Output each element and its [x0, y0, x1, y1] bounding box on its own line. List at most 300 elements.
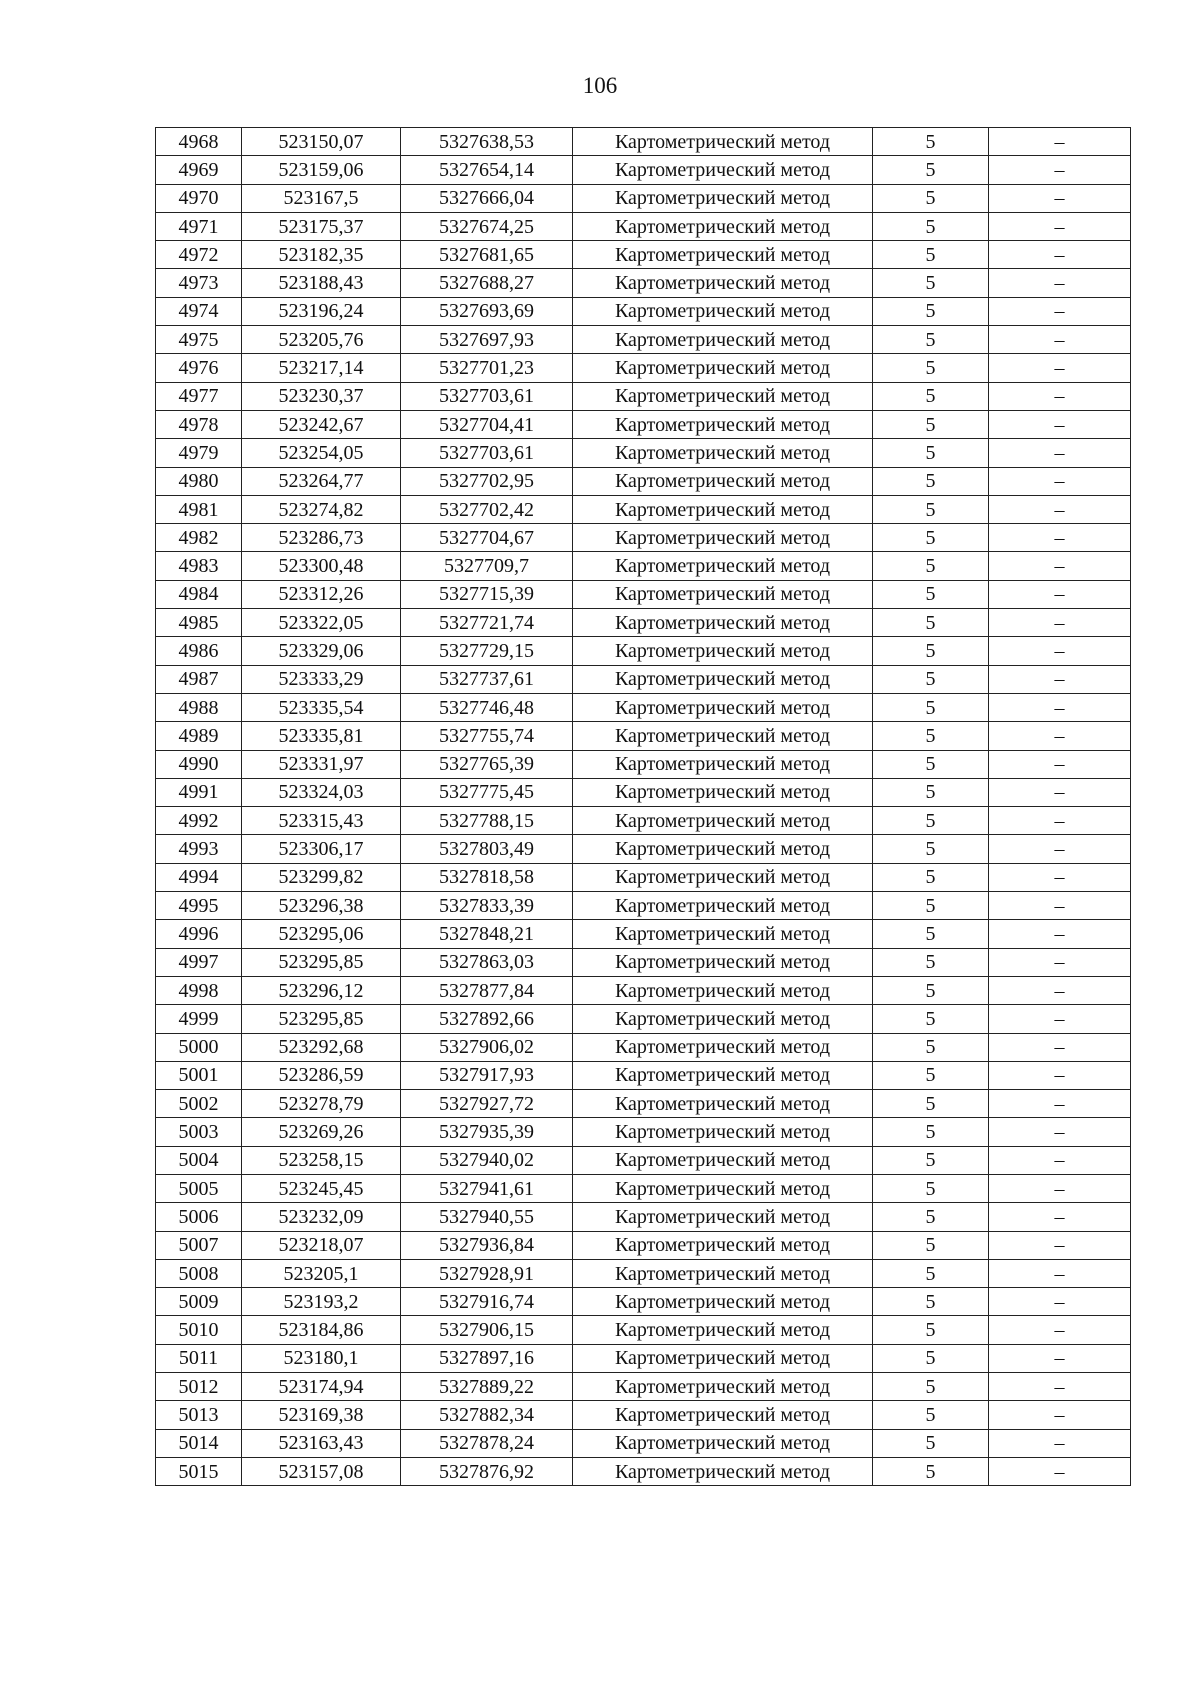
table-row — [156, 1344, 1131, 1372]
cell-point: 5004 — [156, 1146, 242, 1174]
table-row — [156, 382, 1131, 410]
cell-x: 523169,38 — [242, 1401, 401, 1429]
cell-y: 5327704,67 — [401, 524, 573, 552]
cell-accuracy: 5 — [873, 1288, 989, 1316]
cell-method: Картометрический метод — [573, 665, 873, 693]
cell-method: Картометрический метод — [573, 1090, 873, 1118]
table-row — [156, 1203, 1131, 1231]
cell-method: Картометрический метод — [573, 241, 873, 269]
cell-y: 5327693,69 — [401, 297, 573, 325]
table-row — [156, 637, 1131, 665]
cell-note: – — [989, 354, 1131, 382]
cell-accuracy: 5 — [873, 920, 989, 948]
cell-accuracy: 5 — [873, 156, 989, 184]
table-row — [156, 750, 1131, 778]
cell-method: Картометрический метод — [573, 1288, 873, 1316]
table-row — [156, 1316, 1131, 1344]
cell-accuracy: 5 — [873, 184, 989, 212]
cell-x: 523163,43 — [242, 1429, 401, 1457]
cell-point: 4983 — [156, 552, 242, 580]
cell-y: 5327863,03 — [401, 948, 573, 976]
cell-method: Картометрический метод — [573, 184, 873, 212]
cell-point: 5001 — [156, 1061, 242, 1089]
cell-note: – — [989, 1457, 1131, 1485]
cell-method: Картометрический метод — [573, 863, 873, 891]
cell-accuracy: 5 — [873, 1231, 989, 1259]
cell-y: 5327703,61 — [401, 439, 573, 467]
cell-accuracy: 5 — [873, 354, 989, 382]
cell-x: 523324,03 — [242, 778, 401, 806]
cell-y: 5327702,95 — [401, 467, 573, 495]
cell-note: – — [989, 467, 1131, 495]
cell-accuracy: 5 — [873, 1373, 989, 1401]
cell-x: 523182,35 — [242, 241, 401, 269]
table-row — [156, 722, 1131, 750]
cell-point: 5010 — [156, 1316, 242, 1344]
cell-accuracy: 5 — [873, 1118, 989, 1146]
cell-accuracy: 5 — [873, 976, 989, 1004]
cell-point: 4979 — [156, 439, 242, 467]
table-row — [156, 439, 1131, 467]
cell-point: 4982 — [156, 524, 242, 552]
cell-method: Картометрический метод — [573, 609, 873, 637]
cell-x: 523150,07 — [242, 128, 401, 156]
cell-x: 523174,94 — [242, 1373, 401, 1401]
cell-y: 5327681,65 — [401, 241, 573, 269]
cell-point: 4980 — [156, 467, 242, 495]
cell-accuracy: 5 — [873, 212, 989, 240]
cell-point: 5007 — [156, 1231, 242, 1259]
cell-method: Картометрический метод — [573, 835, 873, 863]
cell-x: 523329,06 — [242, 637, 401, 665]
cell-y: 5327715,39 — [401, 580, 573, 608]
cell-x: 523188,43 — [242, 269, 401, 297]
cell-method: Картометрический метод — [573, 1457, 873, 1485]
cell-x: 523218,07 — [242, 1231, 401, 1259]
cell-method: Картометрический метод — [573, 1203, 873, 1231]
table-row — [156, 269, 1131, 297]
cell-note: – — [989, 1344, 1131, 1372]
table-row — [156, 693, 1131, 721]
cell-y: 5327906,15 — [401, 1316, 573, 1344]
cell-note: – — [989, 439, 1131, 467]
cell-point: 4991 — [156, 778, 242, 806]
cell-note: – — [989, 1316, 1131, 1344]
cell-note: – — [989, 637, 1131, 665]
cell-y: 5327788,15 — [401, 807, 573, 835]
cell-point: 4978 — [156, 410, 242, 438]
cell-method: Картометрический метод — [573, 1174, 873, 1202]
cell-method: Картометрический метод — [573, 354, 873, 382]
cell-point: 5013 — [156, 1401, 242, 1429]
table-row — [156, 128, 1131, 156]
cell-y: 5327892,66 — [401, 1005, 573, 1033]
table-row — [156, 1033, 1131, 1061]
table-row — [156, 807, 1131, 835]
cell-y: 5327927,72 — [401, 1090, 573, 1118]
cell-point: 4974 — [156, 297, 242, 325]
cell-y: 5327882,34 — [401, 1401, 573, 1429]
cell-y: 5327935,39 — [401, 1118, 573, 1146]
cell-y: 5327674,25 — [401, 212, 573, 240]
table-row — [156, 467, 1131, 495]
cell-x: 523331,97 — [242, 750, 401, 778]
coordinates-table — [155, 127, 1131, 1486]
cell-x: 523180,1 — [242, 1344, 401, 1372]
cell-y: 5327877,84 — [401, 976, 573, 1004]
cell-note: – — [989, 156, 1131, 184]
cell-method: Картометрический метод — [573, 1259, 873, 1287]
cell-x: 523312,26 — [242, 580, 401, 608]
cell-accuracy: 5 — [873, 835, 989, 863]
cell-note: – — [989, 1118, 1131, 1146]
cell-note: – — [989, 269, 1131, 297]
cell-y: 5327697,93 — [401, 326, 573, 354]
cell-point: 5011 — [156, 1344, 242, 1372]
cell-accuracy: 5 — [873, 382, 989, 410]
cell-y: 5327775,45 — [401, 778, 573, 806]
cell-note: – — [989, 609, 1131, 637]
cell-point: 5012 — [156, 1373, 242, 1401]
table-row — [156, 410, 1131, 438]
cell-x: 523258,15 — [242, 1146, 401, 1174]
cell-x: 523217,14 — [242, 354, 401, 382]
cell-note: – — [989, 948, 1131, 976]
cell-note: – — [989, 722, 1131, 750]
cell-point: 4998 — [156, 976, 242, 1004]
cell-method: Картометрический метод — [573, 976, 873, 1004]
cell-point: 4971 — [156, 212, 242, 240]
cell-point: 4996 — [156, 920, 242, 948]
cell-note: – — [989, 1146, 1131, 1174]
cell-note: – — [989, 920, 1131, 948]
cell-note: – — [989, 297, 1131, 325]
table-row — [156, 778, 1131, 806]
cell-method: Картометрический метод — [573, 212, 873, 240]
cell-accuracy: 5 — [873, 580, 989, 608]
cell-x: 523205,1 — [242, 1259, 401, 1287]
cell-point: 4988 — [156, 693, 242, 721]
cell-x: 523196,24 — [242, 297, 401, 325]
cell-y: 5327721,74 — [401, 609, 573, 637]
cell-method: Картометрический метод — [573, 1061, 873, 1089]
cell-note: – — [989, 892, 1131, 920]
table-row — [156, 1259, 1131, 1287]
cell-accuracy: 5 — [873, 128, 989, 156]
cell-x: 523295,06 — [242, 920, 401, 948]
cell-note: – — [989, 1401, 1131, 1429]
cell-method: Картометрический метод — [573, 637, 873, 665]
cell-x: 523230,37 — [242, 382, 401, 410]
cell-note: – — [989, 835, 1131, 863]
table-row — [156, 1457, 1131, 1485]
cell-note: – — [989, 184, 1131, 212]
cell-note: – — [989, 863, 1131, 891]
cell-x: 523333,29 — [242, 665, 401, 693]
cell-note: – — [989, 1203, 1131, 1231]
cell-method: Картометрический метод — [573, 156, 873, 184]
table-row — [156, 1231, 1131, 1259]
cell-y: 5327818,58 — [401, 863, 573, 891]
cell-point: 4990 — [156, 750, 242, 778]
cell-accuracy: 5 — [873, 1316, 989, 1344]
cell-y: 5327803,49 — [401, 835, 573, 863]
table-row — [156, 1090, 1131, 1118]
cell-point: 4995 — [156, 892, 242, 920]
cell-x: 523286,59 — [242, 1061, 401, 1089]
cell-method: Картометрический метод — [573, 778, 873, 806]
table-row — [156, 1005, 1131, 1033]
cell-y: 5327638,53 — [401, 128, 573, 156]
cell-accuracy: 5 — [873, 1401, 989, 1429]
cell-point: 4987 — [156, 665, 242, 693]
cell-accuracy: 5 — [873, 552, 989, 580]
cell-x: 523175,37 — [242, 212, 401, 240]
cell-method: Картометрический метод — [573, 722, 873, 750]
cell-x: 523286,73 — [242, 524, 401, 552]
cell-accuracy: 5 — [873, 1344, 989, 1372]
cell-accuracy: 5 — [873, 948, 989, 976]
cell-x: 523300,48 — [242, 552, 401, 580]
table-row — [156, 920, 1131, 948]
cell-x: 523245,45 — [242, 1174, 401, 1202]
cell-method: Картометрический метод — [573, 128, 873, 156]
cell-point: 5005 — [156, 1174, 242, 1202]
table-row — [156, 976, 1131, 1004]
cell-x: 523295,85 — [242, 1005, 401, 1033]
cell-point: 5003 — [156, 1118, 242, 1146]
cell-point: 4999 — [156, 1005, 242, 1033]
cell-x: 523159,06 — [242, 156, 401, 184]
cell-note: – — [989, 778, 1131, 806]
table-row — [156, 835, 1131, 863]
cell-accuracy: 5 — [873, 1429, 989, 1457]
cell-point: 5015 — [156, 1457, 242, 1485]
cell-x: 523295,85 — [242, 948, 401, 976]
cell-point: 4985 — [156, 609, 242, 637]
cell-accuracy: 5 — [873, 1146, 989, 1174]
cell-accuracy: 5 — [873, 778, 989, 806]
cell-x: 523335,54 — [242, 693, 401, 721]
cell-y: 5327704,41 — [401, 410, 573, 438]
cell-x: 523274,82 — [242, 495, 401, 523]
table-row — [156, 524, 1131, 552]
cell-y: 5327940,55 — [401, 1203, 573, 1231]
cell-x: 523296,38 — [242, 892, 401, 920]
cell-x: 523315,43 — [242, 807, 401, 835]
cell-point: 4986 — [156, 637, 242, 665]
cell-point: 5006 — [156, 1203, 242, 1231]
cell-accuracy: 5 — [873, 750, 989, 778]
cell-point: 5002 — [156, 1090, 242, 1118]
cell-point: 4997 — [156, 948, 242, 976]
cell-y: 5327746,48 — [401, 693, 573, 721]
cell-method: Картометрический метод — [573, 580, 873, 608]
cell-y: 5327765,39 — [401, 750, 573, 778]
cell-accuracy: 5 — [873, 665, 989, 693]
cell-x: 523242,67 — [242, 410, 401, 438]
cell-method: Картометрический метод — [573, 1429, 873, 1457]
table-row — [156, 665, 1131, 693]
cell-note: – — [989, 1231, 1131, 1259]
cell-method: Картометрический метод — [573, 807, 873, 835]
cell-accuracy: 5 — [873, 1174, 989, 1202]
cell-accuracy: 5 — [873, 722, 989, 750]
cell-method: Картометрический метод — [573, 1373, 873, 1401]
table-row — [156, 354, 1131, 382]
cell-point: 4992 — [156, 807, 242, 835]
cell-x: 523299,82 — [242, 863, 401, 891]
cell-point: 4984 — [156, 580, 242, 608]
cell-method: Картометрический метод — [573, 1146, 873, 1174]
cell-y: 5327897,16 — [401, 1344, 573, 1372]
cell-note: – — [989, 1005, 1131, 1033]
cell-y: 5327688,27 — [401, 269, 573, 297]
cell-method: Картометрический метод — [573, 948, 873, 976]
table-row — [156, 552, 1131, 580]
cell-accuracy: 5 — [873, 609, 989, 637]
cell-y: 5327876,92 — [401, 1457, 573, 1485]
cell-y: 5327906,02 — [401, 1033, 573, 1061]
cell-method: Картометрический метод — [573, 410, 873, 438]
cell-method: Картометрический метод — [573, 1118, 873, 1146]
cell-method: Картометрический метод — [573, 750, 873, 778]
cell-method: Картометрический метод — [573, 920, 873, 948]
cell-x: 523157,08 — [242, 1457, 401, 1485]
table-row — [156, 297, 1131, 325]
cell-method: Картометрический метод — [573, 1344, 873, 1372]
cell-y: 5327878,24 — [401, 1429, 573, 1457]
table-row — [156, 892, 1131, 920]
cell-method: Картометрический метод — [573, 1231, 873, 1259]
table-row — [156, 1288, 1131, 1316]
table-row — [156, 212, 1131, 240]
cell-point: 4993 — [156, 835, 242, 863]
cell-accuracy: 5 — [873, 241, 989, 269]
cell-note: – — [989, 693, 1131, 721]
cell-y: 5327755,74 — [401, 722, 573, 750]
cell-y: 5327709,7 — [401, 552, 573, 580]
cell-method: Картометрический метод — [573, 467, 873, 495]
cell-y: 5327737,61 — [401, 665, 573, 693]
cell-accuracy: 5 — [873, 467, 989, 495]
cell-x: 523184,86 — [242, 1316, 401, 1344]
cell-accuracy: 5 — [873, 1259, 989, 1287]
cell-accuracy: 5 — [873, 1061, 989, 1089]
cell-method: Картометрический метод — [573, 382, 873, 410]
cell-note: – — [989, 665, 1131, 693]
cell-accuracy: 5 — [873, 1090, 989, 1118]
cell-y: 5327889,22 — [401, 1373, 573, 1401]
cell-method: Картометрический метод — [573, 552, 873, 580]
cell-method: Картометрический метод — [573, 1033, 873, 1061]
cell-y: 5327916,74 — [401, 1288, 573, 1316]
cell-x: 523322,05 — [242, 609, 401, 637]
table-row — [156, 1373, 1131, 1401]
cell-y: 5327702,42 — [401, 495, 573, 523]
cell-x: 523205,76 — [242, 326, 401, 354]
cell-accuracy: 5 — [873, 495, 989, 523]
cell-accuracy: 5 — [873, 693, 989, 721]
cell-y: 5327703,61 — [401, 382, 573, 410]
cell-note: – — [989, 212, 1131, 240]
table-row — [156, 948, 1131, 976]
cell-note: – — [989, 1259, 1131, 1287]
cell-x: 523278,79 — [242, 1090, 401, 1118]
table-row — [156, 241, 1131, 269]
cell-method: Картометрический метод — [573, 892, 873, 920]
table-row — [156, 1146, 1131, 1174]
cell-point: 4970 — [156, 184, 242, 212]
cell-note: – — [989, 580, 1131, 608]
cell-accuracy: 5 — [873, 439, 989, 467]
cell-method: Картометрический метод — [573, 1316, 873, 1344]
cell-y: 5327936,84 — [401, 1231, 573, 1259]
cell-method: Картометрический метод — [573, 524, 873, 552]
cell-x: 523292,68 — [242, 1033, 401, 1061]
cell-note: – — [989, 128, 1131, 156]
cell-x: 523264,77 — [242, 467, 401, 495]
cell-method: Картометрический метод — [573, 1401, 873, 1429]
cell-note: – — [989, 1033, 1131, 1061]
cell-point: 5000 — [156, 1033, 242, 1061]
cell-point: 4975 — [156, 326, 242, 354]
table-row — [156, 863, 1131, 891]
cell-x: 523335,81 — [242, 722, 401, 750]
cell-note: – — [989, 1090, 1131, 1118]
page-number: 106 — [582, 73, 618, 98]
cell-note: – — [989, 1288, 1131, 1316]
cell-accuracy: 5 — [873, 269, 989, 297]
cell-point: 5008 — [156, 1259, 242, 1287]
table-row — [156, 326, 1131, 354]
cell-point: 4969 — [156, 156, 242, 184]
table-row — [156, 1401, 1131, 1429]
cell-accuracy: 5 — [873, 326, 989, 354]
cell-method: Картометрический метод — [573, 297, 873, 325]
table-row — [156, 156, 1131, 184]
cell-point: 5014 — [156, 1429, 242, 1457]
cell-y: 5327833,39 — [401, 892, 573, 920]
cell-y: 5327941,61 — [401, 1174, 573, 1202]
cell-accuracy: 5 — [873, 410, 989, 438]
table-row — [156, 1174, 1131, 1202]
cell-note: – — [989, 1429, 1131, 1457]
cell-point: 4976 — [156, 354, 242, 382]
cell-accuracy: 5 — [873, 807, 989, 835]
cell-note: – — [989, 1061, 1131, 1089]
coordinates-table-body — [156, 128, 1131, 1486]
cell-note: – — [989, 382, 1131, 410]
cell-point: 4989 — [156, 722, 242, 750]
cell-method: Картометрический метод — [573, 495, 873, 523]
cell-point: 4968 — [156, 128, 242, 156]
cell-accuracy: 5 — [873, 1005, 989, 1033]
cell-method: Картометрический метод — [573, 1005, 873, 1033]
cell-x: 523296,12 — [242, 976, 401, 1004]
cell-x: 523254,05 — [242, 439, 401, 467]
table-row — [156, 1429, 1131, 1457]
cell-point: 5009 — [156, 1288, 242, 1316]
cell-note: – — [989, 524, 1131, 552]
table-row — [156, 1118, 1131, 1146]
table-row — [156, 495, 1131, 523]
cell-y: 5327917,93 — [401, 1061, 573, 1089]
cell-x: 523306,17 — [242, 835, 401, 863]
cell-accuracy: 5 — [873, 1203, 989, 1231]
cell-accuracy: 5 — [873, 637, 989, 665]
cell-y: 5327666,04 — [401, 184, 573, 212]
